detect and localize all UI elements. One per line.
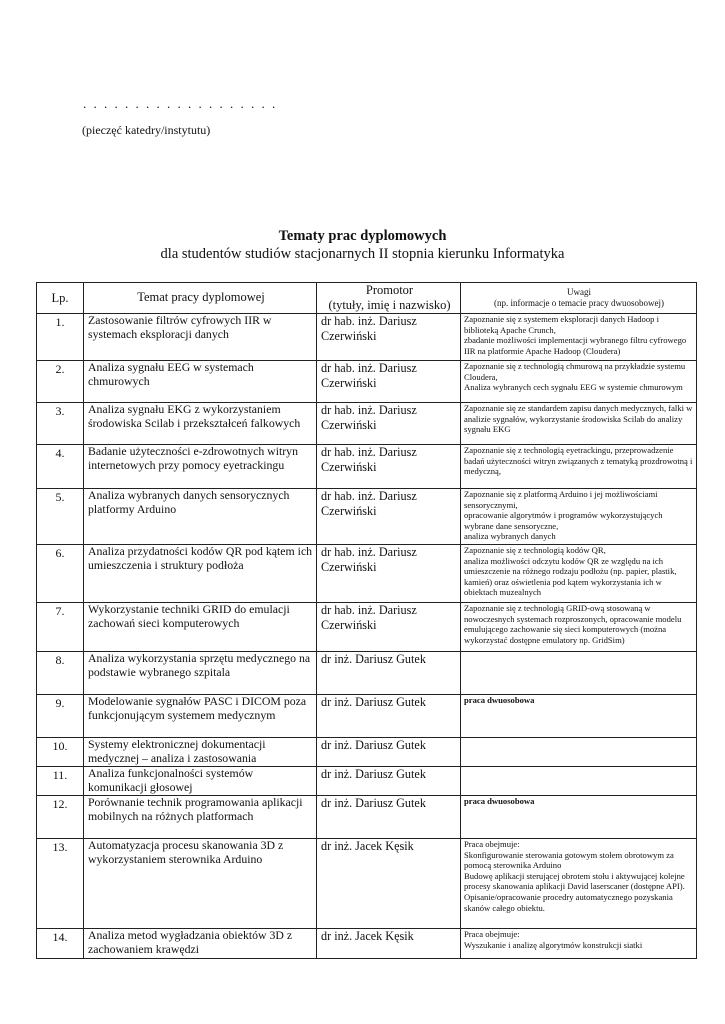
note-line: Zapoznanie się z technologią GRID-ową stosowaną w nowoczesnych systemach rozproszonych, opracowanie modelu emulującego zachowanie się sieci komputerowych (można wykorzystać dostępne emulatory np. GridSim) [464, 603, 682, 645]
table-row [37, 403, 697, 445]
row-topic: Analiza funkcjonalności systemów komunikacji głosowej [84, 767, 317, 796]
row-topic: Modelowanie sygnałów PASC i DICOM poza funkcjonującym systemem medycznym [84, 695, 317, 738]
row-topic: Zastosowanie filtrów cyfrowych IIR w systemach eksploracji danych [84, 314, 317, 361]
note-line: Zapoznanie się z platformą Arduino i jej możliwościami sensorycznymi, [464, 489, 658, 510]
row-promotor: dr inż. Dariusz Gutek [317, 796, 461, 839]
row-topic: Porównanie technik programowania aplikacji mobilnych na różnych platformach [84, 796, 317, 839]
row-promotor: dr hab. inż. Dariusz Czerwiński [317, 403, 461, 445]
row-topic: Analiza wybranych danych sensorycznych platformy Arduino [84, 489, 317, 545]
note-line: Budowę aplikacji sterującej obrotem stołu i aktywującej kolejne procesy skanowania aplikacji David laserscaner (dostępne API). [464, 870, 685, 892]
note-line: Skonfigurowanie sterowania gotowym stołem obrotowym za pomocą sterownika Arduino [464, 849, 674, 871]
row-topic: Badanie użyteczności e-zdrowotnych witryn internetowych przy pomocy eyetrackingu [84, 445, 317, 489]
row-promotor: dr hab. inż. Dariusz Czerwiński [317, 361, 461, 403]
row-notes [461, 839, 697, 929]
row-number: 14. [37, 929, 84, 959]
row-notes [461, 403, 697, 445]
header-notes-line2: (np. informacje o temacie pracy dwuosobowej) [494, 298, 664, 308]
row-notes [461, 695, 697, 738]
note-line: Opisanie/opracowanie procedry automatycznego pozyskania skanów całego obiektu. [464, 891, 673, 913]
row-number: 8. [37, 652, 84, 695]
table-row [37, 767, 697, 796]
row-number: 12. [37, 796, 84, 839]
row-promotor: dr inż. Dariusz Gutek [317, 652, 461, 695]
document-subtitle: dla studentów studiów stacjonarnych II stopnia kierunku Informatyka [160, 246, 565, 262]
row-notes [461, 445, 697, 489]
table-row [37, 361, 697, 403]
header-promotor-line1: Promotor [365, 283, 414, 297]
table-body [37, 314, 697, 959]
row-promotor: dr inż. Dariusz Gutek [317, 767, 461, 796]
table-row [37, 489, 697, 545]
row-notes [461, 489, 697, 545]
row-promotor: dr inż. Dariusz Gutek [317, 738, 461, 767]
row-topic: Automatyzacja procesu skanowania 3D z wykorzystaniem sterownika Arduino [84, 839, 317, 929]
row-topic: Analiza sygnału EKG z wykorzystaniem środowiska Scilab i przekształceń falkowych [84, 403, 317, 445]
note-line: Zapoznanie się z technologią chmurową na przykładzie systemu Cloudera, [464, 361, 686, 382]
row-topic: Analiza wykorzystania sprzętu medycznego na podstawie wybranego szpitala [84, 652, 317, 695]
header-topic: Temat pracy dyplomowej [84, 283, 317, 314]
table-row [37, 545, 697, 603]
header-notes [461, 283, 697, 314]
row-number: 6. [37, 545, 84, 603]
table-row [37, 603, 697, 652]
table-row [37, 652, 697, 695]
row-promotor: dr hab. inż. Dariusz Czerwiński [317, 545, 461, 603]
topics-table [36, 282, 697, 959]
row-promotor: dr inż. Jacek Kęsik [317, 929, 461, 959]
row-number: 5. [37, 489, 84, 545]
table-row [37, 839, 697, 929]
row-topic: Analiza metod wygładzania obiektów 3D z zachowaniem krawędzi [84, 929, 317, 959]
row-number: 9. [37, 695, 84, 738]
row-number: 11. [37, 767, 84, 796]
row-number: 1. [37, 314, 84, 361]
header-notes-line1: Uwagi [567, 287, 591, 297]
table-row [37, 695, 697, 738]
row-number: 2. [37, 361, 84, 403]
row-number: 10. [37, 738, 84, 767]
row-promotor: dr hab. inż. Dariusz Czerwiński [317, 603, 461, 652]
note-two-person-label: praca dwuosobowa [464, 695, 535, 705]
note-line: Analiza wybranych cech sygnału EEG w systemie chmurowym [464, 382, 683, 393]
header-promotor [317, 283, 461, 314]
row-number: 7. [37, 603, 84, 652]
note-line: zbadanie możliwości implementacji wybranego filtru cyfrowego IIR na platformie Apache Hadoop (Cloudera) [464, 335, 687, 356]
note-line: Praca obejmuje: [464, 929, 520, 939]
row-topic: Analiza przydatności kodów QR pod kątem ich umieszczenia i struktury podłoża [84, 545, 317, 603]
stamp-dots: . . . . . . . . . . . . . . . . . . . [83, 96, 278, 111]
note-line: Zapoznanie się z technologią kodów QR, [464, 545, 606, 555]
row-topic: Analiza sygnału EEG w systemach chmurowych [84, 361, 317, 403]
note-line: opracowanie algorytmów i programów wykorzystujących wybrane dane sensoryczne, [464, 510, 663, 531]
table-row [37, 314, 697, 361]
row-promotor: dr inż. Dariusz Gutek [317, 695, 461, 738]
table-row [37, 738, 697, 767]
note-line: analiza wybranych danych [464, 531, 556, 542]
note-line: Wyszukanie i analizę algorytmów konstrukcji siatki [464, 939, 643, 950]
header-promotor-line2: (tytuły, imię i nazwisko) [328, 298, 451, 312]
row-promotor: dr hab. inż. Dariusz Czerwiński [317, 489, 461, 545]
row-number: 3. [37, 403, 84, 445]
note-line: Zapoznanie się z systemem eksploracji danych Hadoop i biblioteką Apache Crunch, [464, 314, 659, 335]
table-row [37, 445, 697, 489]
row-number: 13. [37, 839, 84, 929]
row-notes [461, 652, 697, 695]
row-promotor: dr hab. inż. Dariusz Czerwiński [317, 445, 461, 489]
row-topic: Wykorzystanie techniki GRID do emulacji zachowań sieci komputerowych [84, 603, 317, 652]
note-line: Zapoznanie się ze standardem zapisu danych medycznych, falki w analizie sygnałów, wykorzystanie środowiska Scilab do analizy sygnału EKG [464, 403, 693, 435]
table-header-row [37, 283, 697, 314]
row-promotor: dr inż. Jacek Kęsik [317, 839, 461, 929]
row-notes [461, 796, 697, 839]
table-row [37, 929, 697, 959]
note-line: Zapoznanie się z technologią eyetrackingu, przeprowadzenie badań użyteczności witryn związanych z tematyką prozdrowotną i medyczną, [464, 445, 693, 477]
stamp-label: (pieczęć katedry/instytutu) [82, 123, 211, 137]
row-notes [461, 738, 697, 767]
header-lp: Lp. [37, 283, 84, 314]
note-line: Praca obejmuje: [464, 839, 520, 849]
document-title: Tematy prac dyplomowych [278, 228, 447, 244]
row-notes [461, 361, 697, 403]
row-topic: Systemy elektronicznej dokumentacji medycznej – analiza i zastosowania [84, 738, 317, 767]
row-notes [461, 929, 697, 959]
note-line: analiza możliwości odczytu kodów QR ze względu na ich umieszczenie na różnego rodzaju podłożu (np. papier, plastik, kamień) oraz oświetlenia pod kątem wykorzystania ich w obiektach muzealnych [464, 555, 677, 598]
row-number: 4. [37, 445, 84, 489]
table-row [37, 796, 697, 839]
row-promotor: dr hab. inż. Dariusz Czerwiński [317, 314, 461, 361]
row-notes [461, 314, 697, 361]
note-two-person-label: praca dwuosobowa [464, 796, 535, 806]
row-notes [461, 603, 697, 652]
row-notes [461, 545, 697, 603]
row-notes [461, 767, 697, 796]
